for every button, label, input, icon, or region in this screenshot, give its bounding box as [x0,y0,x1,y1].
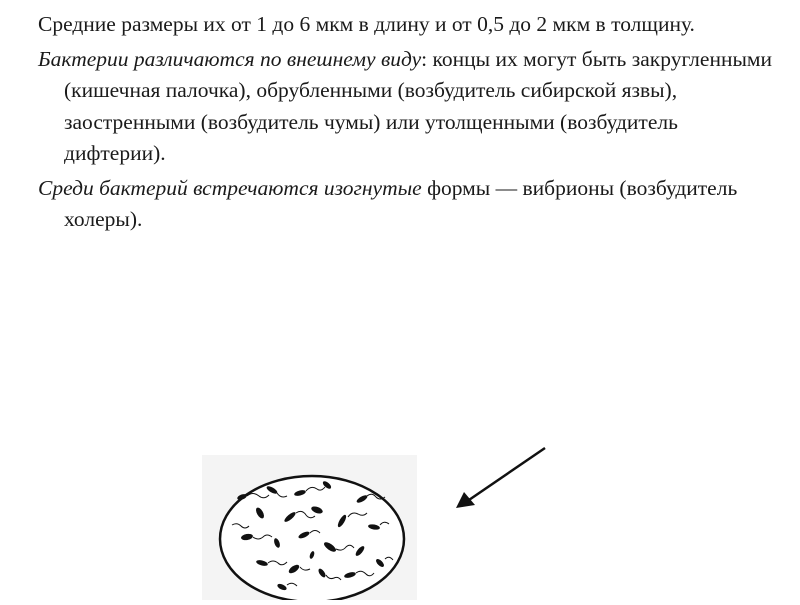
paragraph-bacteria-size [38,9,778,41]
paragraph-bacteria-shape [38,44,778,170]
curved-heading: Среди бактерий встречаются изогнутые [38,175,422,200]
curved-text: формы — вибрионы (возбудитель холеры). [64,175,738,231]
vibrio-micrograph-image [202,455,417,600]
size-text: Средние размеры их от 1 до 6 мкм в длину и от 0,5 до 2 мкм в толщину. [38,12,695,36]
slide-body [38,9,778,239]
shape-text: : концы их могут быть закругленными (кишечная палочка), обрубленными (возбудитель сибирской язвы), заостренными (возбудитель чумы) или утолщенными (возбудитель дифтерии). [64,46,773,165]
arrow-pointer-icon [450,440,550,512]
shape-heading: Бактерии различаются по внешнему виду [38,46,422,71]
vibrio-bacteria-icon [202,455,417,600]
paragraph-curved-forms [38,173,778,236]
